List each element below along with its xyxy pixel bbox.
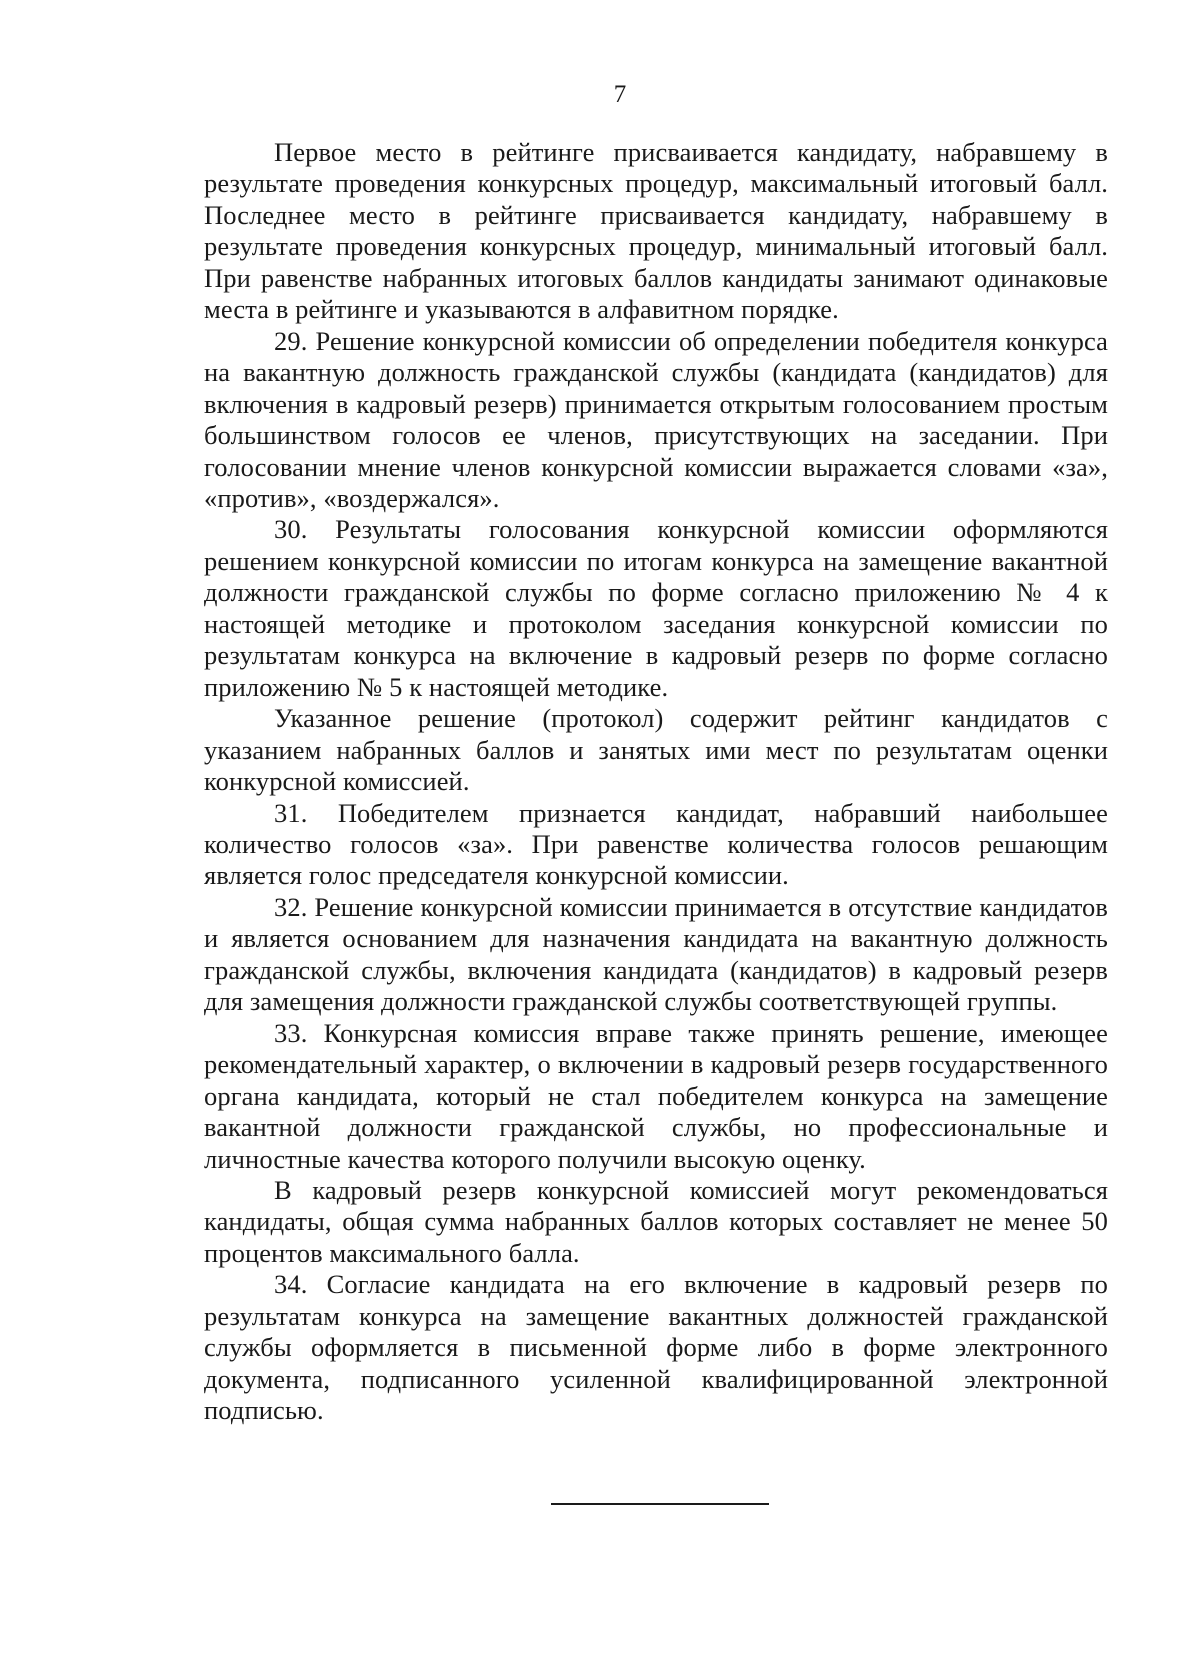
paragraph-reserve-recommendation: В кадровый резерв конкурсной комиссией могут рекомендоваться кандидаты, общая сумма набранных баллов которых составляет не менее 50 процентов максимального балла. xyxy=(204,1174,1108,1268)
paragraph-33: 33. Конкурсная комиссия вправе также принять решение, имеющее рекомендательный характер, о включении в кадровый резерв государственного органа кандидата, который не стал победителем конкурса на замещение вакантной должности гражданской службы, но профессиональные и личностные качества которого получили высокую оценку. xyxy=(204,1017,1108,1174)
paragraph-32: 32. Решение конкурсной комиссии принимается в отсутствие кандидатов и является основанием для назначения кандидата на вакантную должность гражданской службы, включения кандидата (кандидатов) в кадровый резерв для замещения должности гражданской службы соответствующей группы. xyxy=(204,891,1108,1017)
paragraph-rating: Первое место в рейтинге присваивается кандидату, набравшему в результате проведения конкурсных процедур, максимальный итоговый балл. Последнее место в рейтинге присваивается кандидату, набравшему в результате проведения конкурсных процедур, минимальный итоговый балл. При равенстве набранных итоговых баллов кандидаты занимают одинаковые места в рейтинге и указываются в алфавитном порядке. xyxy=(204,137,1108,325)
paragraph-decision-rating: Указанное решение (протокол) содержит рейтинг кандидатов с указанием набранных баллов и занятых ими мест по результатам оценки конкурсной комиссией. xyxy=(204,703,1108,797)
paragraph-34: 34. Согласие кандидата на его включение в кадровый резерв по результатам конкурса на замещение вакантных должностей гражданской службы оформляется в письменной форме либо в форме электронного документа, подписанного усиленной квалифицированной электронной подписью. xyxy=(204,1269,1108,1426)
paragraph-29: 29. Решение конкурсной комиссии об определении победителя конкурса на вакантную должность гражданской службы (кандидата (кандидатов) для включения в кадровый резерв) принимается открытым голосованием простым большинством голосов ее членов, присутствующих на заседании. При голосовании мнение членов конкурсной комиссии выражается словами «за», «против», «воздержался». xyxy=(204,325,1108,513)
paragraph-31: 31. Победителем признается кандидат, набравший наибольшее количество голосов «за». При равенстве количества голосов решающим является голос председателя конкурсной комиссии. xyxy=(204,797,1108,891)
paragraph-30: 30. Результаты голосования конкурсной комиссии оформляются решением конкурсной комиссии по итогам конкурса на замещение вакантной должности гражданской службы по форме согласно приложению № 4 к настоящей методике и протоколом заседания конкурсной комиссии по результатам конкурса на включение в кадровый резерв по форме согласно приложению № 5 к настоящей методике. xyxy=(204,514,1108,702)
page-number: 7 xyxy=(613,81,627,108)
document-body xyxy=(204,137,1108,1427)
end-of-text-rule xyxy=(551,1503,769,1505)
